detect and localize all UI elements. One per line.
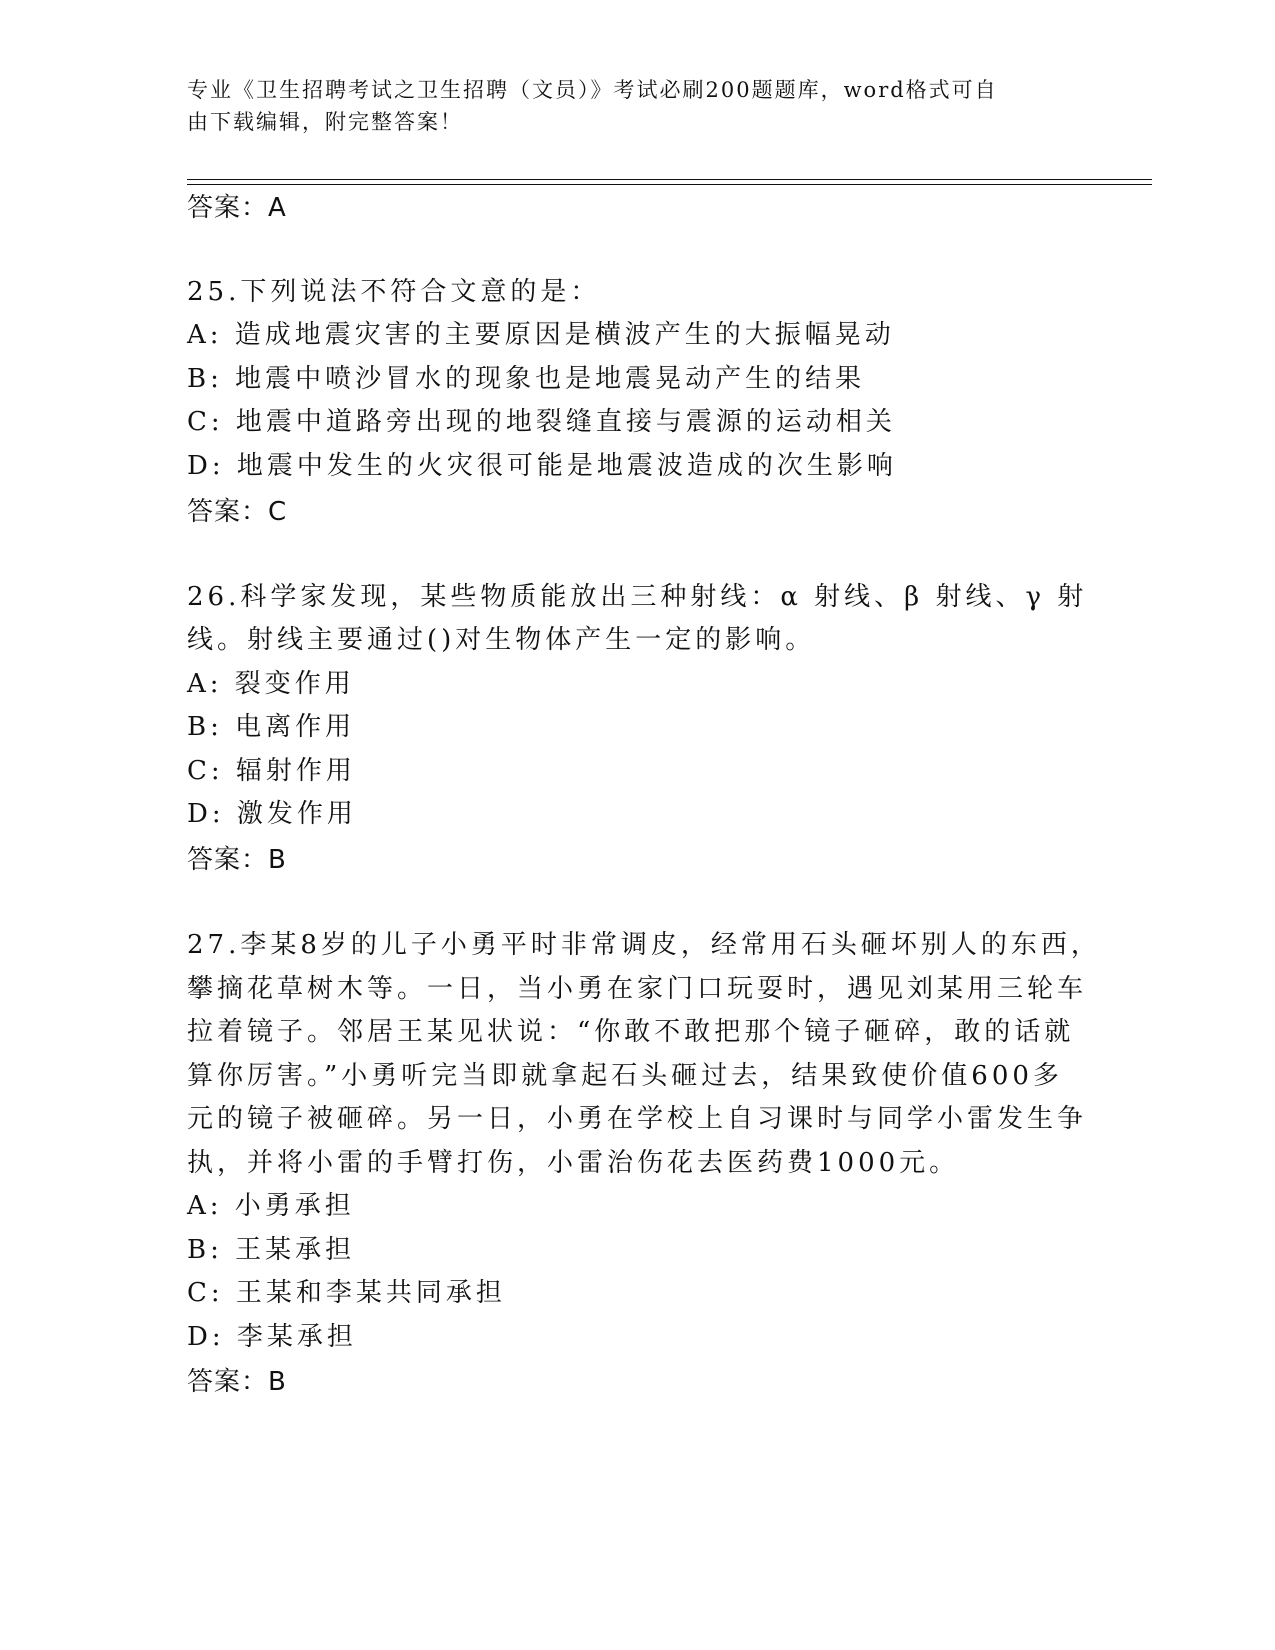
question-27-stem-line-5: 元的镜子被砸碎。另一日，小勇在学校上自习课时与同学小雷发生争 xyxy=(187,1104,1088,1134)
question-27-stem-line-6: 执，并将小雷的手臂打伤，小雷治伤花去医药费1000元。 xyxy=(187,1148,960,1178)
header-line-1: 专业《卫生招聘考试之卫生招聘（文员）》考试必刷200题题库，word格式可自 xyxy=(187,78,998,102)
question-27-answer xyxy=(187,1367,287,1397)
question-25-stem: 25.下列说法不符合文意的是： xyxy=(187,277,601,307)
answer-label: 答案： xyxy=(187,1367,269,1397)
answer-value: C xyxy=(268,497,288,527)
header-divider-bottom xyxy=(187,184,1152,185)
question-27-option-c: C: 王某和李某共同承担 xyxy=(187,1278,506,1308)
question-27-stem-line-3: 拉着镜子。邻居王某见状说：“你敢不敢把那个镜子砸碎，敢的话就 xyxy=(187,1017,1075,1047)
question-26-option-a: A: 裂变作用 xyxy=(187,669,355,699)
question-26-answer xyxy=(187,845,287,875)
question-27-option-a: A: 小勇承担 xyxy=(187,1191,355,1221)
question-27-option-b: B: 王某承担 xyxy=(187,1235,356,1265)
answer-value: B xyxy=(268,845,287,875)
previous-answer xyxy=(187,193,287,223)
question-25-option-c: C: 地震中道路旁出现的地裂缝直接与震源的运动相关 xyxy=(187,407,896,437)
question-27-stem-line-4: 算你厉害。”小勇听完当即就拿起石头砸过去，结果致使价值600多 xyxy=(187,1061,1063,1091)
question-26-option-c: C: 辐射作用 xyxy=(187,756,356,786)
answer-value: B xyxy=(268,1367,287,1397)
question-25-option-b: B: 地震中喷沙冒水的现象也是地震晃动产生的结果 xyxy=(187,364,866,394)
question-26-stem-line-1: 26.科学家发现，某些物质能放出三种射线：α 射线、β 射线、γ 射 xyxy=(187,582,1088,612)
question-25-option-a: A: 造成地震灾害的主要原因是横波产生的大振幅晃动 xyxy=(187,320,895,350)
header-divider-top xyxy=(187,179,1152,180)
question-27-stem-line-2: 攀摘花草树木等。一日，当小勇在家门口玩耍时，遇见刘某用三轮车 xyxy=(187,974,1088,1004)
answer-label: 答案： xyxy=(187,845,269,875)
document-header xyxy=(187,74,1067,138)
question-27-stem-line-1: 27.李某8岁的儿子小勇平时非常调皮，经常用石头砸坏别人的东西， xyxy=(187,930,1101,960)
header-line-2: 由下载编辑，附完整答案！ xyxy=(187,110,463,134)
question-25-option-d: D: 地震中发生的火灾很可能是地震波造成的次生影响 xyxy=(187,451,897,481)
question-25-answer xyxy=(187,497,287,527)
answer-value: A xyxy=(268,193,287,223)
question-26-stem-line-2: 线。射线主要通过()对生物体产生一定的影响。 xyxy=(187,625,816,655)
question-26-option-b: B: 电离作用 xyxy=(187,712,356,742)
question-26-option-d: D: 激发作用 xyxy=(187,799,357,829)
answer-label: 答案： xyxy=(187,497,269,527)
question-27-option-d: D: 李某承担 xyxy=(187,1322,357,1352)
answer-label: 答案： xyxy=(187,193,269,223)
